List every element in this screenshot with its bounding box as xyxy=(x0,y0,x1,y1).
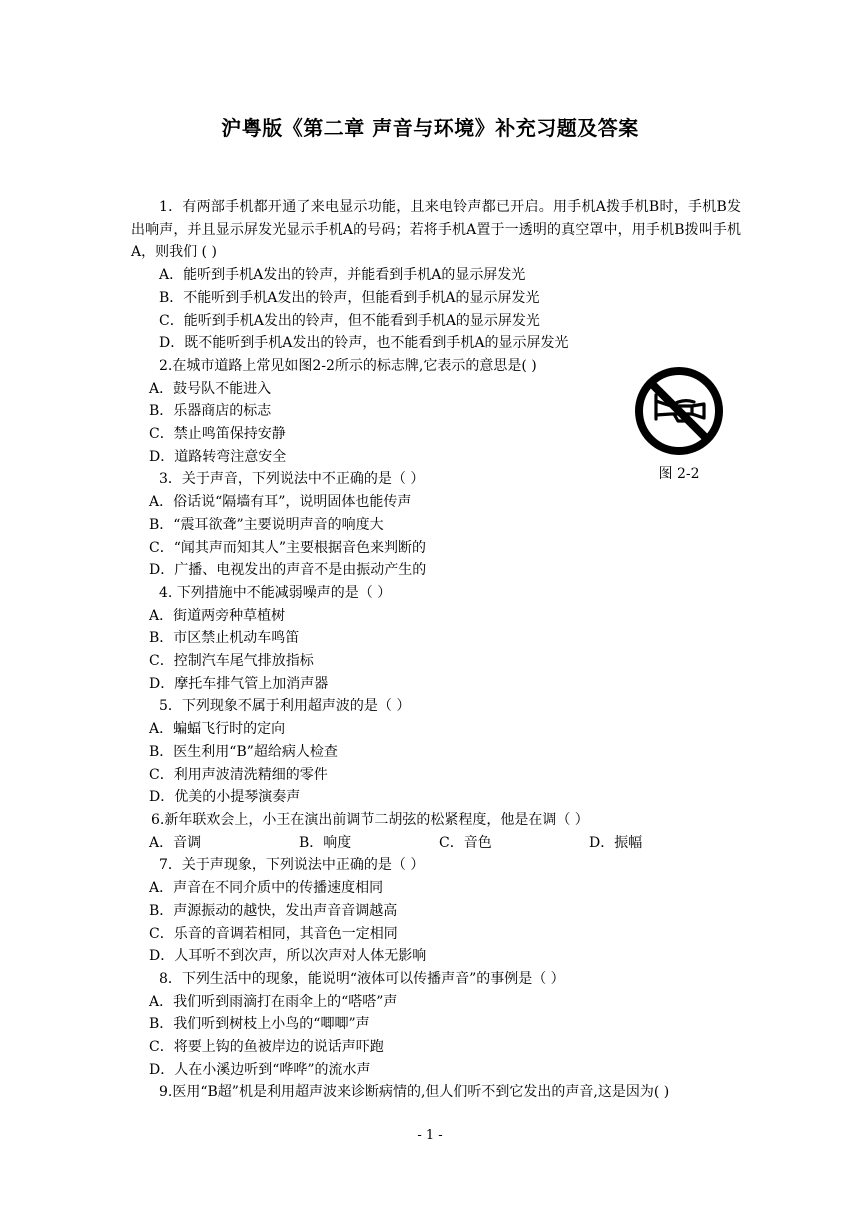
question-2-option-d: D．道路转弯注意安全 xyxy=(149,448,287,465)
question-2-option-b: B．乐器商店的标志 xyxy=(149,403,272,420)
question-6-option-d: D．振幅 xyxy=(589,834,643,851)
figure-caption: 图 2-2 xyxy=(658,466,700,482)
question-8-option-a: A．我们听到雨滴打在雨伞上的“嗒嗒”声 xyxy=(149,993,398,1010)
question-4-option-d: D．摩托车排气管上加消声器 xyxy=(149,675,329,692)
question-6-option-c: C．音色 xyxy=(439,834,492,851)
question-2-option-c: C．禁止鸣笛保持安静 xyxy=(149,426,286,443)
question-4-option-c: C．控制汽车尾气排放指标 xyxy=(149,653,314,670)
question-8-option-d: D．人在小溪边听到“哗哗”的流水声 xyxy=(149,1061,371,1078)
question-6-options xyxy=(131,832,741,855)
page-title: 沪粤版《第二章 声音与环境》补充习题及答案 xyxy=(221,116,639,140)
question-5-option-b: B．医生利用“B”超给病人检查 xyxy=(149,743,338,760)
question-7-option-b: B．声源振动的越快，发出声音音调越高 xyxy=(149,902,398,919)
question-4-option-b: B．市区禁止机动车鸣笛 xyxy=(149,630,300,647)
question-3-option-b: B．“震耳欲聋”主要说明声音的响度大 xyxy=(149,516,384,533)
question-6-stem: 6.新年联欢会上，小王在演出前调节二胡弦的松紧程度，他是在调（ ） xyxy=(151,811,589,828)
question-5-option-d: D．优美的小提琴演奏声 xyxy=(149,789,301,806)
no-honking-sign-icon xyxy=(634,366,724,456)
question-1-option-b: B．不能听到手机A发出的铃声，但能看到手机A的显示屏发光 xyxy=(159,289,540,306)
page-number: - 1 - xyxy=(417,1128,443,1143)
question-7-option-c: C．乐音的音调若相同，其音色一定相同 xyxy=(149,925,398,942)
question-4-option-a: A．街道两旁种草植树 xyxy=(149,607,286,624)
question-1-option-d: D．既不能听到手机A发出的铃声，也不能看到手机A的显示屏发光 xyxy=(159,335,569,352)
question-1-option-a: A．能听到手机A发出的铃声，并能看到手机A的显示屏发光 xyxy=(159,267,526,284)
question-9-stem: 9.医用“B超”机是利用超声波来诊断病情的,但人们听不到它发出的声音,这是因为( ) xyxy=(159,1084,670,1101)
question-8-stem: 8．下列生活中的现象，能说明“液体可以传播声音”的事例是（ ） xyxy=(159,970,565,987)
question-3-option-d: D．广播、电视发出的声音不是由振动产生的 xyxy=(149,562,427,579)
question-7-stem: 7．关于声现象，下列说法中正确的是（ ） xyxy=(159,857,425,874)
question-7-option-d: D．人耳听不到次声，所以次声对人体无影响 xyxy=(149,948,427,965)
question-2-option-a: A．鼓号队不能进入 xyxy=(149,380,272,397)
question-3-option-c: C．“闻其声而知其人”主要根据音色来判断的 xyxy=(149,539,427,556)
question-7-option-a: A．声音在不同介质中的传播速度相同 xyxy=(149,880,384,897)
question-8-option-b: B．我们听到树枝上小鸟的“唧唧”声 xyxy=(149,1016,370,1033)
figure-2-2 xyxy=(634,366,724,484)
question-5-stem: 5．下列现象不属于利用超声波的是（ ） xyxy=(159,698,411,715)
question-1-stem: 1．有两部手机都开通了来电显示功能，且来电铃声都已开启。用手机A拨手机B时，手机B发出响声，并且显示屏发光显示手机A的号码；若将手机A置于一透明的真空罩中，用手机B拨叫手机A，则我们 ( ) xyxy=(131,199,741,261)
question-6-option-a: A．音调 xyxy=(149,834,202,851)
question-2-stem: 2.在城市道路上常见如图2-2所示的标志牌,它表示的意思是( ) xyxy=(159,357,537,374)
question-4-stem: 4. 下列措施中不能减弱噪声的是（ ） xyxy=(159,584,392,601)
question-3-option-a: A．俗话说“隔墙有耳”，说明固体也能传声 xyxy=(149,494,412,511)
question-6-option-b: B．响度 xyxy=(299,834,352,851)
question-5-option-a: A．蝙蝠飞行时的定向 xyxy=(149,721,286,738)
question-3-stem: 3．关于声音，下列说法中不正确的是（ ） xyxy=(159,471,425,488)
question-5-option-c: C．利用声波清洗精细的零件 xyxy=(149,766,328,783)
document-body xyxy=(131,196,741,1104)
question-8-option-c: C．将要上钩的鱼被岸边的说话声吓跑 xyxy=(149,1039,384,1056)
question-1-option-c: C．能听到手机A发出的铃声，但不能看到手机A的显示屏发光 xyxy=(159,312,540,329)
